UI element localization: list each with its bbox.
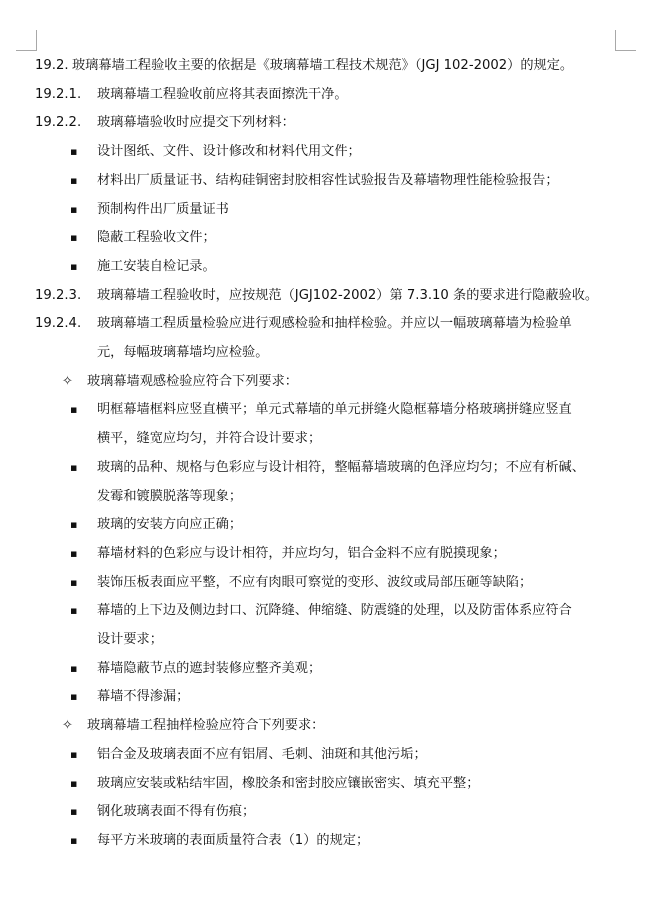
square-bullet-icon: ▪ xyxy=(70,202,78,216)
list-item: 装饰压板表面应平整，不应有肉眼可察觉的变形、波纹或局部压砸等缺陷； xyxy=(97,574,533,590)
list-item: 施工安装自检记录。 xyxy=(97,258,216,274)
section-text: 玻璃幕墙验收时应提交下列材料： xyxy=(97,115,295,131)
square-bullet-icon: ▪ xyxy=(70,661,78,675)
square-bullet-icon: ▪ xyxy=(70,460,78,474)
list-item: 幕墙不得渗漏； xyxy=(97,689,190,705)
list-item: 幕墙材料的色彩应与设计相符，并应均匀，铝合金料不应有脱摸现象； xyxy=(97,545,506,561)
section-text: 玻璃幕墙工程质量检验应进行观感检验和抽样检验。并应以一幅玻璃幕墙为检验单 xyxy=(97,316,572,332)
square-bullet-icon: ▪ xyxy=(70,145,78,159)
list-item: 设计图纸、文件、设计修改和材料代用文件； xyxy=(97,144,361,160)
list-item: 设计要求； xyxy=(97,632,163,647)
list-item: 材料出厂质量证书、结构硅铜密封胶相容性试验报告及幕墙物理性能检验报告； xyxy=(97,172,559,188)
square-bullet-icon: ▪ xyxy=(70,690,78,704)
intro-text: 玻璃幕墙工程验收主要的依据是《玻璃幕墙工程技术规范》（JGJ 102-2002）的规定。 xyxy=(72,58,574,73)
section-number: 19.2.4. xyxy=(35,316,82,332)
list-item: 横平，缝宽应均匀，并符合设计要求； xyxy=(97,431,322,447)
list-item: 玻璃的安装方向应正确； xyxy=(97,517,243,533)
group-heading: 玻璃幕墙观感检验应符合下列要求： xyxy=(87,373,298,389)
square-bullet-icon: ▪ xyxy=(70,231,78,245)
group-heading: 玻璃幕墙工程抽样检验应符合下列要求： xyxy=(87,718,325,734)
section-text: 玻璃幕墙工程验收前应将其表面擦洗干净。 xyxy=(97,86,348,102)
square-bullet-icon: ▪ xyxy=(70,546,78,560)
list-item: 幕墙隐蔽节点的遮封装修应整齐美观； xyxy=(97,660,322,676)
list-item: 钢化玻璃表面不得有伤痕； xyxy=(97,804,256,820)
list-item: 预制构件出厂质量证书 xyxy=(97,201,229,217)
square-bullet-icon: ▪ xyxy=(70,747,78,761)
square-bullet-icon: ▪ xyxy=(70,403,78,417)
square-bullet-icon: ▪ xyxy=(70,518,78,532)
square-bullet-icon: ▪ xyxy=(70,173,78,187)
diamond-outline-icon: ✧ xyxy=(62,373,73,389)
list-item: 玻璃应安装或粘结牢固，橡胶条和密封胶应镶嵌密实、填充平整； xyxy=(97,775,480,791)
list-item: 幕墙的上下边及侧边封口、沉降缝、伸缩缝、防震缝的处理，以及防雷体系应符合 xyxy=(97,603,572,619)
list-item: 发霉和镀膜脱落等现象； xyxy=(97,488,243,504)
list-item: 隐蔽工程验收文件； xyxy=(97,230,216,246)
section-text: 玻璃幕墙工程验收时，应按规范（JGJ102-2002）第 7.3.10 条的要求进行隐蔽验收。 xyxy=(97,287,599,303)
section-text: 元，每幅玻璃幕墙均应检验。 xyxy=(97,345,269,360)
square-bullet-icon: ▪ xyxy=(70,259,78,273)
section-number: 19.2.2. xyxy=(35,115,82,131)
square-bullet-icon: ▪ xyxy=(70,805,78,819)
section-number: 19.2.3. xyxy=(35,287,82,303)
page-corner-mark-left xyxy=(16,30,37,51)
list-item: 明框幕墙框料应竖直横平；单元式幕墙的单元拼缝火隐框幕墙分格玻璃拼缝应竖直 xyxy=(97,402,572,418)
square-bullet-icon: ▪ xyxy=(70,776,78,790)
section-number: 19.2.1. xyxy=(35,86,82,102)
square-bullet-icon: ▪ xyxy=(70,833,78,847)
square-bullet-icon: ▪ xyxy=(70,575,78,589)
list-item: 每平方米玻璃的表面质量符合表（1）的规定； xyxy=(97,832,370,848)
list-item: 铝合金及玻璃表面不应有铝屑、毛刺、油斑和其他污垢； xyxy=(97,746,427,762)
list-item: 玻璃的品种、规格与色彩应与设计相符，整幅幕墙玻璃的色泽应均匀；不应有析碱、 xyxy=(97,459,585,475)
diamond-outline-icon: ✧ xyxy=(62,718,73,734)
page-corner-mark-right xyxy=(615,30,636,51)
square-bullet-icon: ▪ xyxy=(70,604,78,618)
section-number: 19.2. xyxy=(35,58,69,73)
